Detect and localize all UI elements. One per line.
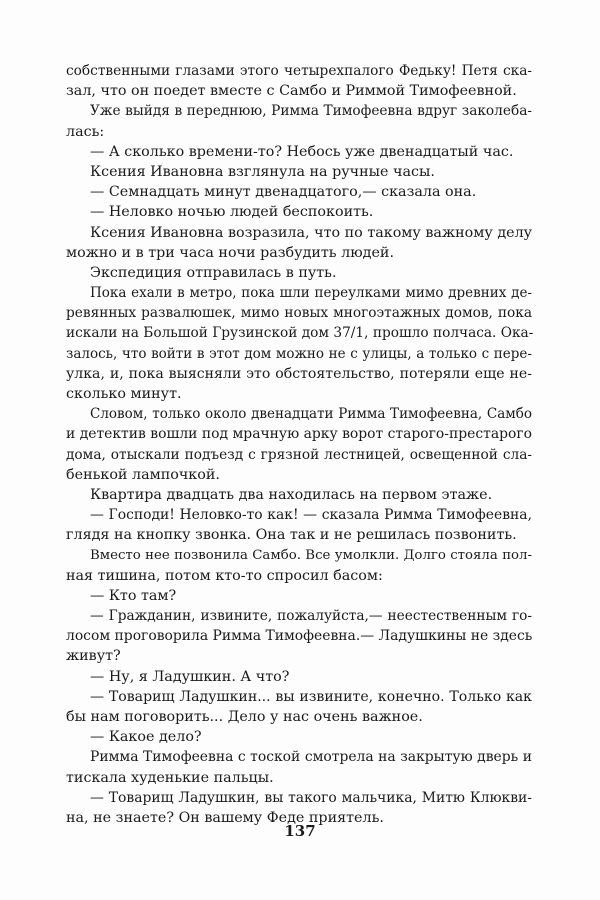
text-line: Ксения Ивановна возразила, что по такому важному делу [90,224,533,241]
text-line: Словом, только около двенадцати Римма Тимофеевна, Самбо [90,406,532,423]
text-line: Квартира двадцать два находилась на первом этаже. [90,486,493,503]
text-line: на, не знаете? Он вашему Феде приятель. [66,809,384,826]
text-line: бенькой лампочкой. [66,466,220,483]
text-line: Вместо нее позвонила Самбо. Все умолкли. Долго стояла пол- [90,547,532,563]
text-line: — Товарищ Ладушкин... вы извините, конечно. Только как [90,688,532,705]
text-line: ная тишина, потом кто-то спросил басом: [66,567,383,584]
text-line: лосом проговорила Римма Тимофеевна.— Ладушкины не здесь [66,628,533,645]
text-line: улка, и, пока выясняли это обстоятельство, потеряли еще не- [66,365,532,382]
text-line: ревянных развалюшек, мимо новых многоэтажных домов, пока [66,305,532,322]
text-line: — Семнадцать минут двенадцатого,— сказала она. [90,184,477,201]
text-line: и детектив вошли под мрачную арку ворот старого-престарого [66,426,532,443]
text-line: Уже выйдя в переднюю, Римма Тимофеевна вдруг заколеба- [90,103,532,120]
text-line: — А сколько времени-то? Небось уже двенадцатый час. [90,143,514,160]
text-line: можно и в три часа ночи разбудить людей. [66,244,395,261]
text-line: — Кто там? [90,587,177,604]
text-line: Экспедиция отправилась в путь. [90,264,337,281]
text-line: бы нам поговорить... Дело у нас очень важное. [66,709,423,725]
text-line: тискала худенькие пальцы. [66,769,274,786]
text-line: — Товарищ Ладушкин, вы такого мальчика, Митю Клюкви- [90,789,532,806]
body-text [66,61,532,828]
text-line: залось, что войти в этот дом можно не с улицы, а только с пере- [66,345,532,362]
page-number: 137 [284,822,316,840]
text-line: лась: [66,123,105,140]
text-line: — Господи! Неловко-то как! — сказала Римма Тимофеевна, [90,507,532,524]
text-line: дома, отыскали подъезд с грязной лестницей, освещенной сла- [66,446,532,463]
text-line: глядя на кнопку звонка. Она так и не решилась позвонить. [66,527,517,544]
text-line: — Гражданин, извините, пожалуйста,— неестественным го- [90,608,532,625]
text-line: Ксения Ивановна взглянула на ручные часы. [90,163,435,180]
text-line: — Неловко ночью людей беспокоить. [90,204,374,221]
text-line: Пока ехали в метро, пока шли переулками мимо древних де- [90,285,532,302]
text-line: — Ну, я Ладушкин. А что? [90,668,290,685]
text-line: зал, что он поедет вместе с Самбо и Риммой Тимофеевной. [66,83,517,100]
text-line: Римма Тимофеевна с тоской смотрела на закрытую дверь и [90,749,532,766]
text-line: искали на Большой Грузинской дом 37/1, прошло полчаса. Ока- [66,325,534,342]
text-line: живут? [66,648,121,665]
text-line: собственными глазами этого четырехпалого Федьку! Петя ска- [66,63,532,79]
text-line: — Какое дело? [90,729,202,746]
text-line: сколько минут. [66,386,182,402]
